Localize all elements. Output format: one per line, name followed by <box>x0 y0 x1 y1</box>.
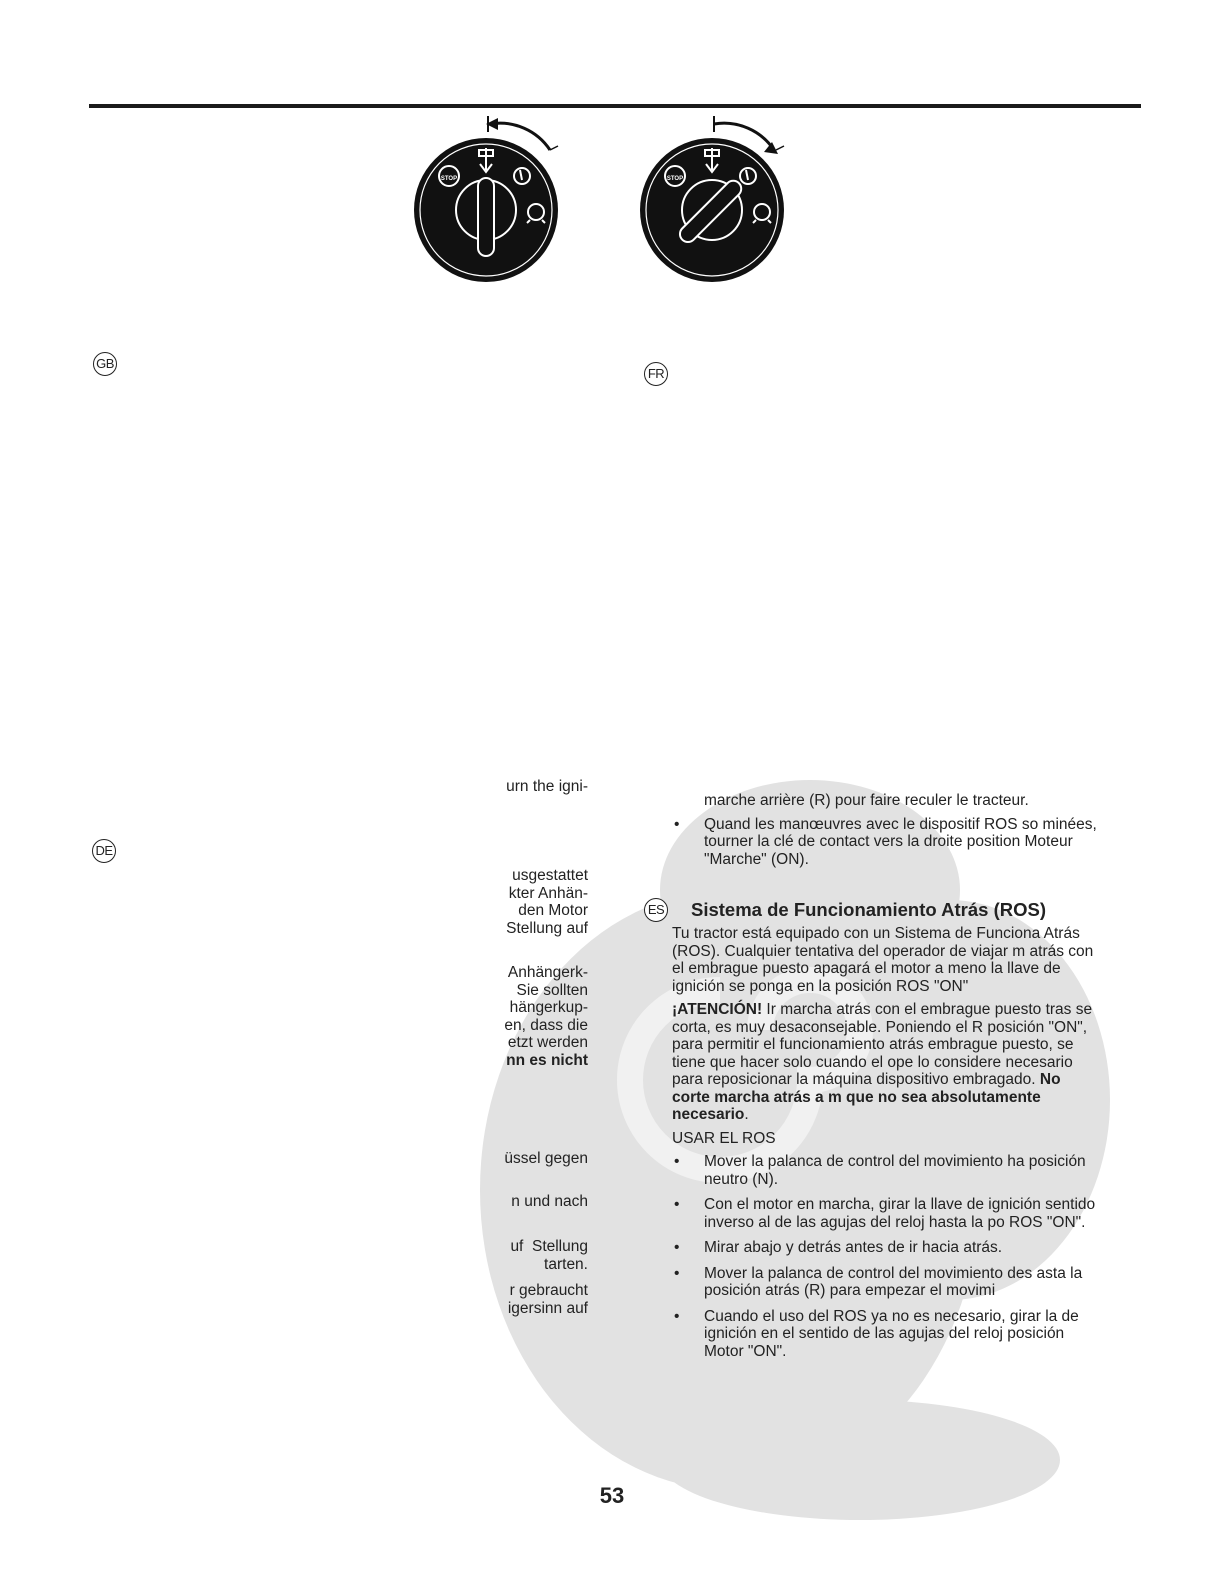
lang-badge-de: DE <box>92 839 116 863</box>
es-bullet-text: Mover la palanca de control del movimiento des asta la posición atrás (R) para empezar el movimi <box>704 1264 1083 1299</box>
lang-badge-es: ES <box>644 898 668 922</box>
es-bullet <box>672 1153 1102 1188</box>
top-rule <box>89 104 1141 108</box>
es-warning-bold: No corte marcha atrás a m que no sea absolutamente necesario <box>672 1071 1061 1123</box>
de-line: Anhängerk- <box>507 964 588 981</box>
bullet-dot: • <box>674 1153 680 1170</box>
de-line: tarten. <box>544 1255 588 1273</box>
stop-label-right: STOP <box>666 176 684 182</box>
de-line: üssel gegen <box>504 1150 588 1167</box>
es-intro: Tu tractor está equipado con un Sistema de Funciona Atrás (ROS). Cualquier tentativa del operador de viajar m atrás con el embrague puesto apagará el motor a meno la llave de ignición se ponga en la posición ROS "ON" <box>672 925 1094 995</box>
ignition-dial-left <box>412 112 562 284</box>
de-line: igersinn auf <box>507 1299 588 1317</box>
bullet-dot: • <box>674 1196 680 1213</box>
fr-section <box>672 792 1102 876</box>
bullet-dot: • <box>674 1239 680 1256</box>
lang-badge-gb: GB <box>93 352 117 376</box>
de-line: kter Anhän- <box>508 884 588 902</box>
de-bold-line: nn es nicht <box>506 1051 588 1069</box>
es-bullet-text: Con el motor en marcha, girar la llave de ignición sentido inverso al de las agujas del reloj hasta la po ROS "ON". <box>704 1196 1096 1231</box>
es-bullet <box>672 1265 1102 1300</box>
de-fragment-block-5 <box>510 1238 588 1273</box>
fr-line: marche arrière (R) pour faire reculer le tracteur. <box>704 792 1029 809</box>
es-warning-end: . <box>744 1106 749 1123</box>
es-warning-text: Ir marcha atrás con el embrague puesto tras se corta, es muy desaconsejable. Poniendo el R posición "ON", para permitir el funcionamiento atrás embrague puesto, se tiene que hacer solo cuando el ope lo considere necesario para reposicionar la máquina dispositivo embragado. <box>672 1001 1093 1088</box>
de-line: en, dass die <box>504 1016 588 1034</box>
de-fragment-block-4 <box>511 1193 588 1211</box>
es-bullet-text: Cuando el uso del ROS ya no es necesario, girar la de ignición en el sentido de las agujas del reloj posición Motor "ON". <box>704 1307 1079 1360</box>
de-line: usgestattet <box>512 867 588 884</box>
de-line: r gebraucht <box>509 1282 588 1299</box>
gb-fragment <box>506 778 588 796</box>
gb-fragment-line: urn the igni- <box>506 778 588 795</box>
es-use-heading: USAR EL ROS <box>672 1129 776 1147</box>
de-fragment-block-3 <box>504 1150 588 1168</box>
es-warning-label: ¡ATENCIÓN! <box>672 1001 763 1018</box>
bullet-dot: • <box>674 1307 680 1325</box>
es-warning <box>672 1001 1102 1124</box>
es-bullet <box>672 1196 1102 1231</box>
de-line: Sie sollten <box>516 981 588 999</box>
page-number: 53 <box>599 1483 625 1508</box>
de-fragment-block-6 <box>508 1282 588 1317</box>
bullet-dot: • <box>674 815 680 833</box>
ignition-dial-right <box>638 112 788 284</box>
es-bullet-text: Mover la palanca de control del movimiento ha posición neutro (N). <box>704 1153 1086 1188</box>
lang-badge-fr: FR <box>644 362 668 386</box>
es-bullet <box>672 1308 1102 1361</box>
de-line: den Motor <box>518 902 588 919</box>
stop-label: STOP <box>440 176 458 182</box>
fr-bullet-text: Quand les manœuvres avec le dispositif ROS so minées, tourner la clé de contact vers la droite position Moteur "Marche" (ON). <box>704 815 1097 868</box>
de-line: hängerkup- <box>509 999 588 1016</box>
de-fragment-block-2 <box>504 964 588 1069</box>
fr-bullet <box>672 816 1102 869</box>
es-section <box>672 925 1102 1368</box>
de-line: Stellung auf <box>506 919 588 937</box>
es-section-title: Sistema de Funcionamiento Atrás (ROS) <box>691 899 1046 920</box>
de-line: etzt werden <box>507 1034 588 1051</box>
es-bullet-text: Mirar abajo y detrás antes de ir hacia atrás. <box>704 1239 1003 1256</box>
de-line: uf Stellung <box>510 1238 588 1255</box>
bullet-dot: • <box>674 1264 680 1282</box>
es-bullet <box>672 1239 1102 1257</box>
de-fragment-block-1 <box>506 867 588 937</box>
de-line: n und nach <box>511 1193 588 1210</box>
